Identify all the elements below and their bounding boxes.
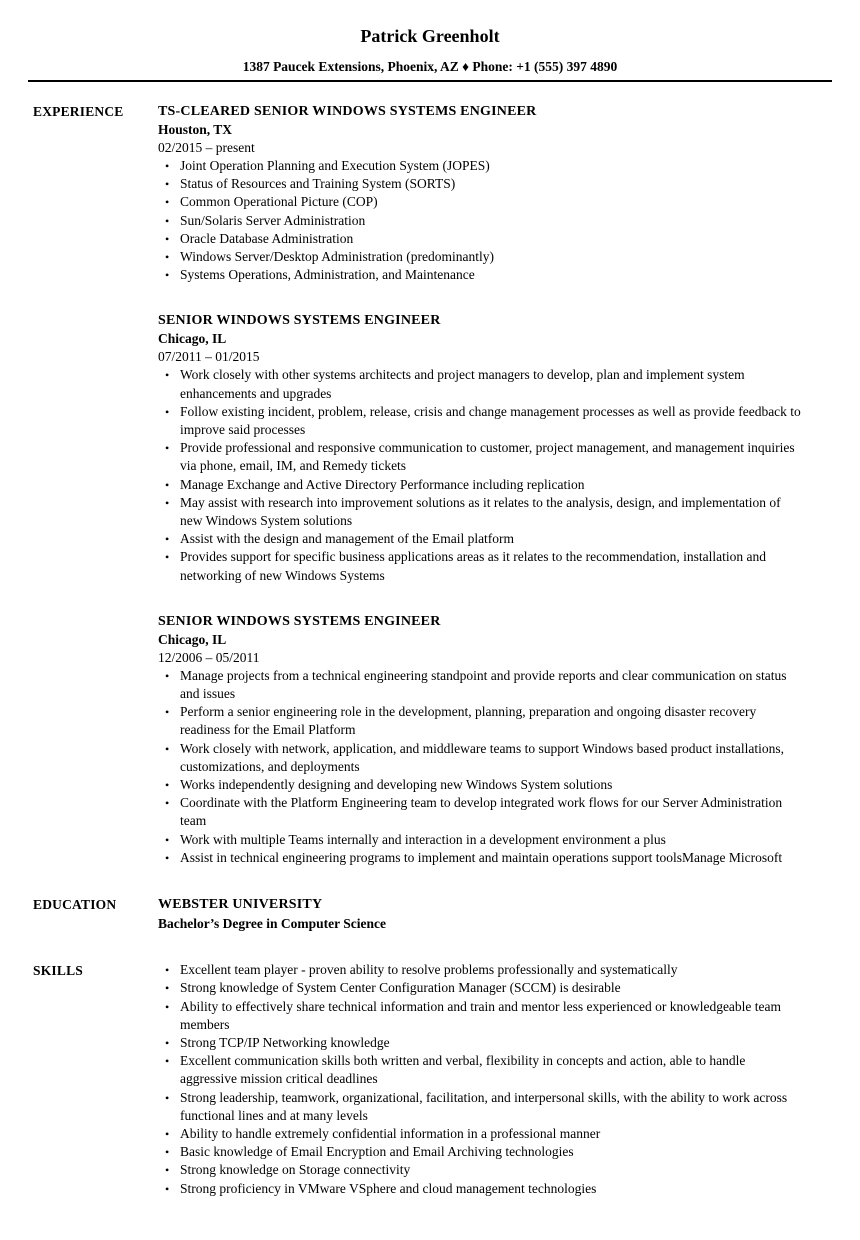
education-content <box>158 895 805 933</box>
education-degree: Bachelor’s Degree in Computer Science <box>158 916 386 932</box>
bullet-item: • Work closely with other systems architects and project managers to develop, plan and implement system enhancements and upgrades <box>158 366 805 402</box>
education-school: WEBSTER UNIVERSITY <box>158 897 323 913</box>
experience-content <box>158 102 805 867</box>
bullet-item: • Perform a senior engineering role in the development, planning, preparation and ongoing disaster recovery readiness for the Email Platform <box>158 703 805 739</box>
section-label-experience: EXPERIENCE <box>33 104 124 119</box>
job-location: Chicago, IL <box>158 331 227 347</box>
job-dates: 12/2006 – 05/2011 <box>158 649 260 665</box>
contact-line: 1387 Paucek Extensions, Phoenix, AZ ♦ Phone: +1 (555) 397 4890 <box>242 59 618 74</box>
job-title: SENIOR WINDOWS SYSTEMS ENGINEER <box>158 313 441 329</box>
bullet-item: • Oracle Database Administration <box>158 230 805 248</box>
section-label-education: EDUCATION <box>33 897 117 913</box>
candidate-name: Patrick Greenholt <box>360 26 500 46</box>
bullet-item: • Assist in technical engineering programs to implement and maintain operations support toolsManage Microsoft <box>158 849 805 867</box>
bullet-item: • Assist with the design and management of the Email platform <box>158 530 805 548</box>
job-dates: 07/2011 – 01/2015 <box>158 349 260 365</box>
resume-header <box>0 26 860 82</box>
section-education <box>0 895 860 933</box>
job-title: SENIOR WINDOWS SYSTEMS ENGINEER <box>158 613 441 629</box>
bullet-item: • Coordinate with the Platform Engineering team to develop integrated work flows for our Server Administration team <box>158 794 805 830</box>
job-entry <box>158 102 805 284</box>
bullet-item: • Manage Exchange and Active Directory Performance including replication <box>158 476 805 494</box>
bullet-item: • Work closely with network, application, and middleware teams to support Windows based product installations, customizations, and deployments <box>158 740 805 776</box>
bullet-item: • Sun/Solaris Server Administration <box>158 212 805 230</box>
section-label-skills: SKILLS <box>33 963 83 979</box>
bullet-item: • Status of Resources and Training System (SORTS) <box>158 175 805 193</box>
bullet-item: • Follow existing incident, problem, release, crisis and change management processes as well as provide feedback to improve said processes <box>158 403 805 439</box>
bullet-item: • Strong proficiency in VMware VSphere and cloud management technologies <box>158 1180 805 1198</box>
bullet-item: • Works independently designing and developing new Windows System solutions <box>158 776 805 794</box>
bullet-item: • Ability to handle extremely confidential information in a professional manner <box>158 1125 805 1143</box>
section-skills <box>0 961 860 1198</box>
skills-bullet-list <box>158 961 805 1198</box>
job-entry <box>158 612 805 867</box>
bullet-item: • Manage projects from a technical engineering standpoint and provide reports and clear communication on status and issues <box>158 667 805 703</box>
bullet-item: • Basic knowledge of Email Encryption and Email Archiving technologies <box>158 1143 805 1161</box>
bullet-item: • Systems Operations, Administration, and Maintenance <box>158 266 805 284</box>
bullet-item: • Strong TCP/IP Networking knowledge <box>158 1034 805 1052</box>
job-entry <box>158 311 805 584</box>
resume-body <box>0 102 860 1198</box>
job-bullet-list <box>158 667 805 867</box>
section-experience <box>0 102 860 867</box>
bullet-item: • Excellent communication skills both written and verbal, flexibility in concepts and action, able to handle aggressive mission critical deadlines <box>158 1052 805 1088</box>
bullet-item: • Joint Operation Planning and Execution System (JOPES) <box>158 157 805 175</box>
bullet-item: • May assist with research into improvement solutions as it relates to the analysis, design, and implementation of new Windows System solutions <box>158 494 805 530</box>
bullet-item: • Excellent team player - proven ability to resolve problems professionally and systematically <box>158 961 805 979</box>
header-divider <box>28 80 832 82</box>
job-location: Chicago, IL <box>158 631 227 647</box>
job-dates: 02/2015 – present <box>158 140 255 155</box>
bullet-item: • Ability to effectively share technical information and train and mentor less experienced or knowledgeable team members <box>158 998 805 1034</box>
job-location: Houston, TX <box>158 122 233 137</box>
bullet-item: • Strong leadership, teamwork, organizational, facilitation, and interpersonal skills, with the ability to work across functional lines and at many levels <box>158 1089 805 1125</box>
job-title: TS-CLEARED SENIOR WINDOWS SYSTEMS ENGINEER <box>158 104 537 119</box>
job-bullet-list <box>158 366 805 584</box>
skills-content <box>158 961 805 1198</box>
job-bullet-list <box>158 157 805 284</box>
bullet-item: • Strong knowledge on Storage connectivity <box>158 1161 805 1179</box>
bullet-item: • Common Operational Picture (COP) <box>158 193 805 211</box>
bullet-item: • Work with multiple Teams internally and interaction in a development environment a plus <box>158 831 805 849</box>
bullet-item: • Strong knowledge of System Center Configuration Manager (SCCM) is desirable <box>158 979 805 997</box>
bullet-item: • Windows Server/Desktop Administration (predominantly) <box>158 248 805 266</box>
bullet-item: • Provide professional and responsive communication to customer, project management, and management inquiries via phone, email, IM, and Remedy tickets <box>158 439 805 475</box>
bullet-item: • Provides support for specific business applications areas as it relates to the recommendation, installation and networking of new Windows Systems <box>158 548 805 584</box>
